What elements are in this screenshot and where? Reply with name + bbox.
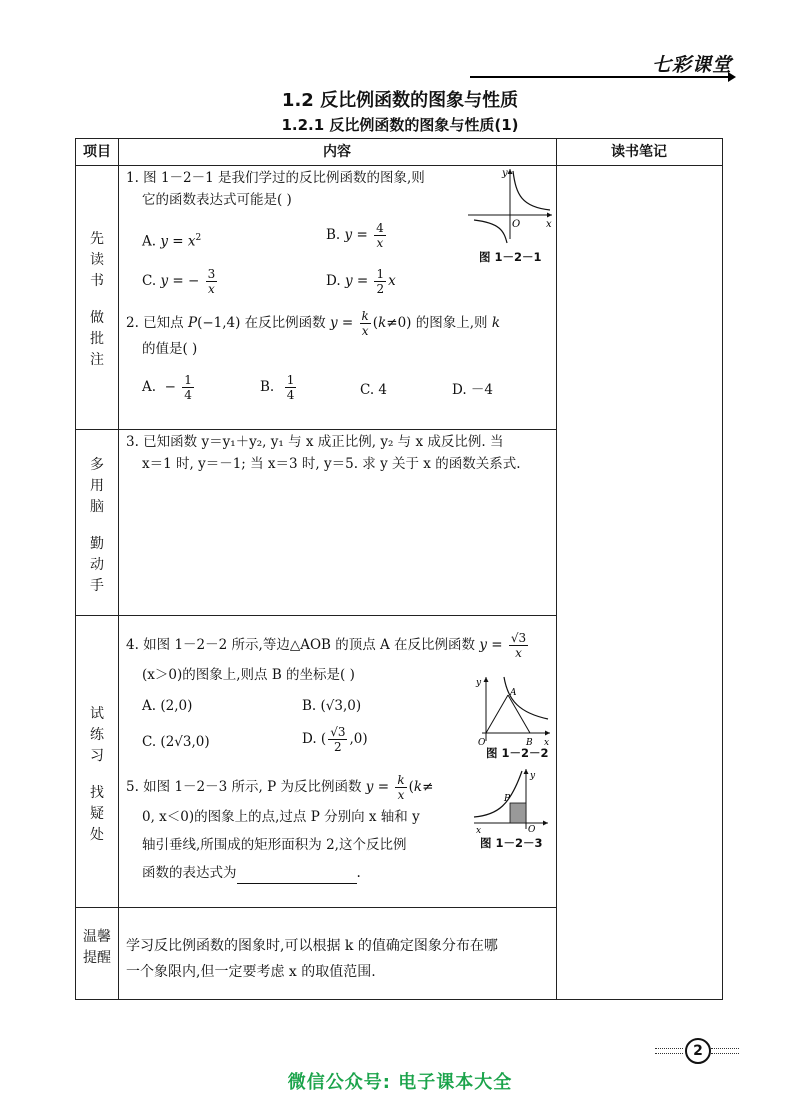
section-label-think: 多 用 脑 勤 动 手 bbox=[90, 457, 104, 594]
figure-1-2-3-caption: 图 1－2－3 bbox=[480, 836, 543, 850]
q2-option-c: C. 4 bbox=[360, 382, 388, 398]
figure-1-2-2 bbox=[472, 675, 552, 747]
section-label-read: 先 读 书 做 批 注 bbox=[90, 231, 104, 368]
header-content: 内容 bbox=[323, 144, 351, 160]
svg-text:O: O bbox=[528, 825, 536, 833]
tip-text: 学习反比例函数的图象时,可以根据 k 的值确定图象分布在哪 一个象限内,但一定要考虑 x 的取值范围. bbox=[126, 938, 498, 980]
section-label-practice: 试 练 习 找 疑 处 bbox=[90, 706, 104, 843]
q2-option-d: D. －4 bbox=[452, 382, 494, 398]
svg-text:y: y bbox=[476, 678, 482, 688]
svg-text:A: A bbox=[510, 688, 517, 698]
brand-underline bbox=[470, 76, 732, 78]
q5-stem: 5. 如图 1－2－3 所示, P 为反比例函数 y = $\frac{k}{x}$ (k≠ 0, x＜0)的图象上的点,过点 P 分别向 x 轴和 y 轴引垂线,所围成的矩形面积为 2,这个反比例 函数的表达式为 . bbox=[126, 773, 433, 884]
figure-1-2-3 bbox=[472, 767, 552, 833]
q4-option-a: A. (2,0) bbox=[142, 698, 193, 714]
page-decoration-right bbox=[711, 1048, 739, 1054]
subsection-title: 1.2.1 反比例函数的图象与性质(1) bbox=[281, 116, 519, 134]
brand-logo: 七彩课堂 bbox=[651, 54, 732, 76]
row-divider bbox=[76, 615, 556, 616]
svg-text:y: y bbox=[502, 168, 508, 179]
q4-option-c: C. (2√3,0) bbox=[142, 734, 210, 750]
q3-stem: 3. 已知函数 y＝y₁＋y₂, y₁ 与 x 成正比例, y₂ 与 x 成反比例. 当 x＝1 时, y＝－1; 当 x＝3 时, y＝5. 求 y 关于 x 的函数关系式. bbox=[126, 434, 521, 472]
svg-text:P: P bbox=[504, 794, 511, 804]
q1-stem: 1. 图 1－2－1 是我们学过的反比例函数的图象,则 它的函数表达式可能是( ) bbox=[126, 170, 425, 208]
svg-text:O: O bbox=[512, 219, 521, 230]
q4-option-d: D. ( $\frac{√3}{2}$ ,0) bbox=[302, 725, 368, 754]
figure-1-2-1 bbox=[466, 165, 556, 245]
q2-stem: 2. 已知点 P(−1,4) 在反比例函数 y = $\frac{k}{x}$ (k≠0) 的图象上,则 k 的值是( ) bbox=[126, 309, 501, 357]
section-title: 1.2 反比例函数的图象与性质 bbox=[281, 90, 519, 111]
worksheet-table bbox=[75, 138, 723, 1000]
svg-text:x: x bbox=[546, 219, 552, 230]
figure-1-2-1-caption: 图 1－2－1 bbox=[479, 250, 542, 264]
q4-stem: 4. 如图 1－2－2 所示,等边△AOB 的顶点 A 在反比例函数 y = $\frac{√3}{x}$ (x＞0)的图象上,则点 B 的坐标是( ) bbox=[126, 631, 527, 683]
header-notes: 读书笔记 bbox=[611, 144, 667, 160]
svg-text:x: x bbox=[544, 738, 550, 747]
row-divider bbox=[76, 907, 556, 908]
q1-option-d: D. y = $\frac{1}{2}$ x bbox=[326, 267, 396, 296]
q1-option-c: C. y = − $\frac{3}{x}$ bbox=[142, 267, 216, 296]
q4-option-b: B. (√3,0) bbox=[302, 698, 362, 714]
header-item: 项目 bbox=[83, 144, 111, 160]
row-divider bbox=[76, 165, 722, 166]
figure-1-2-2-caption: 图 1－2－2 bbox=[486, 746, 549, 760]
q1-option-a: A. $y = x^2$ bbox=[142, 233, 202, 250]
svg-text:B: B bbox=[526, 738, 533, 747]
q1-option-b: B. y = $\frac{4}{x}$ bbox=[326, 221, 384, 250]
page-decoration-left bbox=[655, 1048, 683, 1054]
svg-text:x: x bbox=[476, 826, 482, 833]
q2-option-a: A. − $\frac{1}{4}$ bbox=[142, 373, 192, 402]
svg-text:y: y bbox=[530, 771, 536, 781]
page-number-circle: 2 bbox=[685, 1038, 711, 1064]
row-divider bbox=[76, 429, 556, 430]
footer-watermark: 微信公众号: 电子课本大全 bbox=[287, 1072, 513, 1093]
q5-answer-blank[interactable] bbox=[237, 867, 357, 884]
col-divider bbox=[556, 139, 557, 999]
svg-text:O: O bbox=[478, 738, 486, 747]
col-divider bbox=[118, 139, 119, 999]
section-label-tip: 温馨 提醒 bbox=[83, 929, 111, 966]
q2-option-b: B. $\frac{1}{4}$ bbox=[260, 373, 295, 402]
